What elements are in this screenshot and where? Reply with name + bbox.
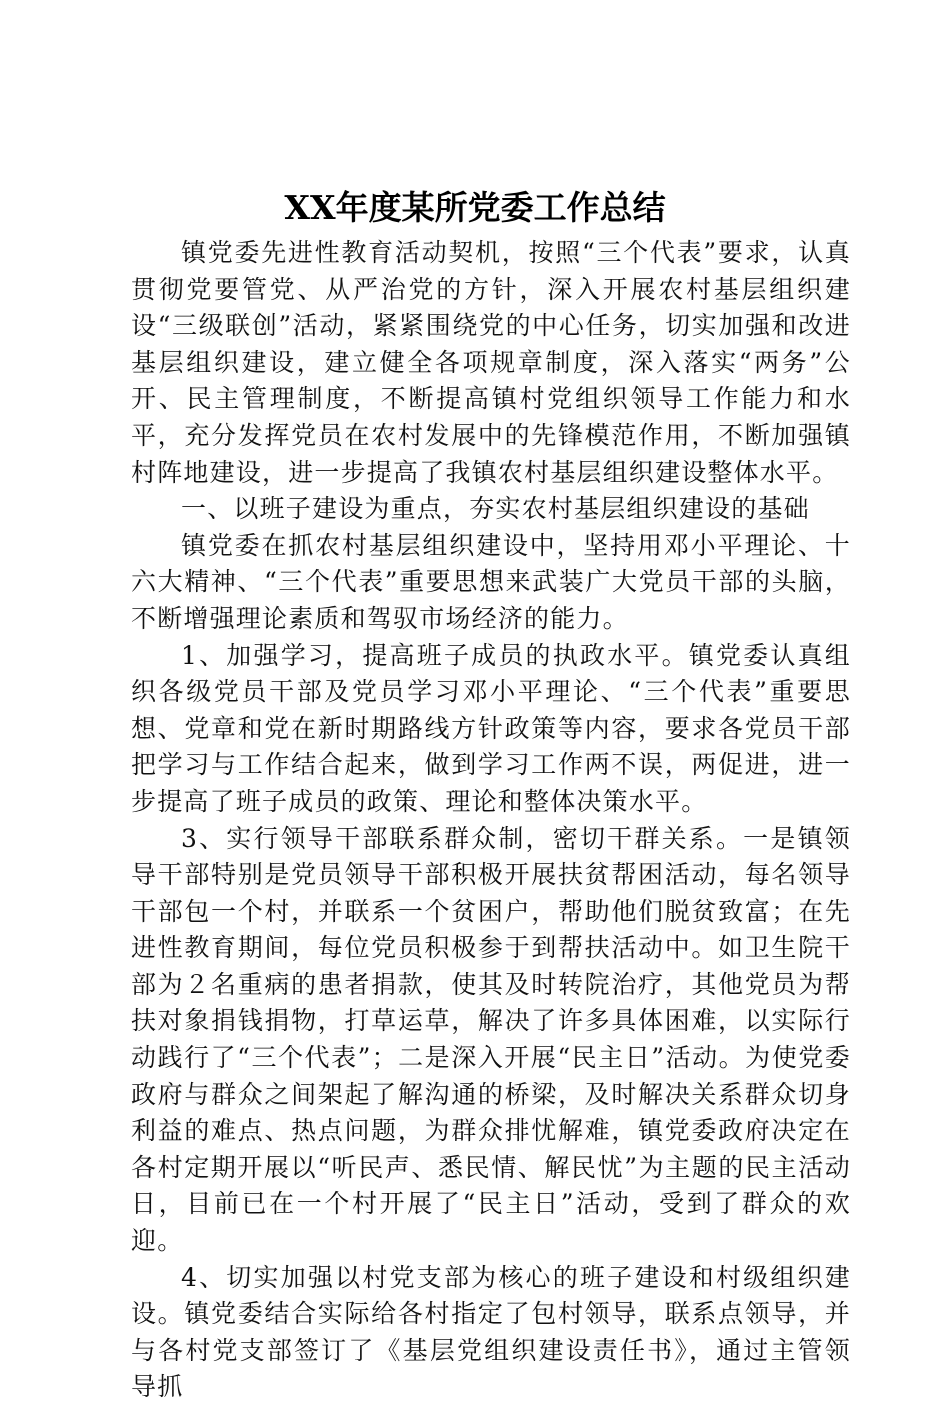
paragraph-item-3: 3、实行领导干部联系群众制，密切干群关系。一是镇领导干部特别是党员领导干部积极开展扶贫帮困活动，每名领导干部包一个村，并联系一个贫困户，帮助他们脱贫致富；在先进性教育期间，每位党员积极参于到帮扶活动中。如卫生院干部为２名重病的患者捐款，使其及时转院治疗，其他党员为帮扶对象捐钱捐物，打草运草，解决了许多具体困难，以实际行动践行了“三个代表”；二是深入开展“民主日”活动。为使党委政府与群众之间架起了解沟通的桥梁，及时解决关系群众切身利益的难点、热点问题，为群众排忧解难，镇党委政府决定在各村定期开展以“听民声、悉民情、解民忧”为主题的民主活动日，目前已在一个村开展了“民主日”活动，受到了群众的欢迎。	[131, 823, 851, 1256]
paragraph-intro: 镇党委先进性教育活动契机，按照“三个代表”要求，认真贯彻党要管党、从严治党的方针，深入开展农村基层组织建设“三级联创”活动，紧紧围绕党的中心任务，切实加强和改进基层组织建设，建立健全各项规章制度，深入落实“两务”公开、民主管理制度，不断提高镇村党组织领导工作能力和水平，充分发挥党员在农村发展中的先锋模范作用，不断加强镇村阵地建设，进一步提高了我镇农村基层组织建设整体水平。	[131, 238, 851, 487]
paragraph-theory: 镇党委在抓农村基层组织建设中，坚持用邓小平理论、十六大精神、“三个代表”重要思想来武装广大党员干部的头脑，不断增强理论素质和驾驭市场经济的能力。	[131, 530, 851, 633]
paragraph-item-4: 4、切实加强以村党支部为核心的班子建设和村级组织建设。镇党委结合实际给各村指定了包村领导，联系点领导，并与各村党支部签订了《基层党组织建设责任书》，通过主管领导抓	[131, 1262, 851, 1402]
paragraph-item-1: 1、加强学习，提高班子成员的执政水平。镇党委认真组织各级党员干部及党员学习邓小平理论、“三个代表”重要思想、党章和党在新时期路线方针政策等内容，要求各党员干部把学习与工作结合起来，做到学习工作两不误，两促进，进一步提高了班子成员的政策、理论和整体决策水平。	[131, 640, 851, 816]
document-title: XX年度某所党委工作总结	[284, 188, 666, 227]
section-heading-1: 一、以班子建设为重点，夯实农村基层组织建设的基础	[181, 494, 810, 524]
document-body	[131, 235, 851, 1406]
